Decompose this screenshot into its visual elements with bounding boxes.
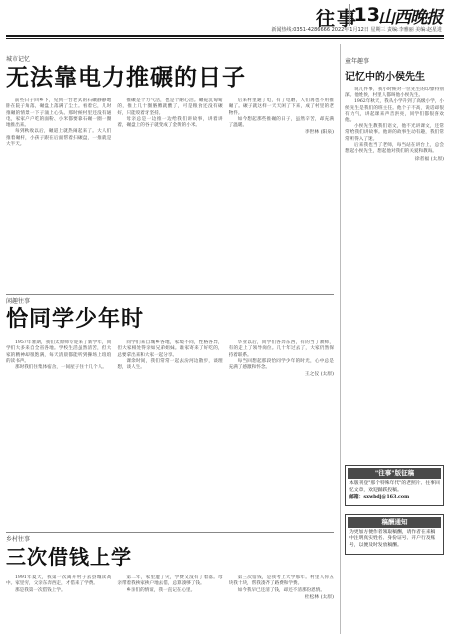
sidebar-column	[340, 44, 444, 634]
byline: 王之仪 (太原)	[304, 372, 334, 378]
paragraph: 如今想起那些推碾的日子，虽然辛苦，却充满了温暖。	[228, 116, 334, 129]
paragraph: 第三次借钱，是我考上大学那年。村里人你五块我十块，帮我凑齐了路费和学费。	[228, 575, 334, 587]
byline: 李世林 (阳泉)	[304, 130, 334, 136]
notice-title: "往事"版征稿	[348, 468, 441, 479]
notice-title: 稿酬通知	[348, 517, 441, 528]
byline: 杜松林 (太原)	[304, 594, 334, 600]
paragraph: 课余时间，我们常常一起去汾河边散步，谈理想，谈人生。	[117, 358, 223, 371]
article-borrowing-money	[6, 536, 334, 634]
byline: 徐者福 (太原)	[414, 157, 444, 163]
paragraph: 每到秋收以后，碾道上就热闹起来了。大人们推着碾杆，小孩子跟在后面帮着扫碾盘，一推就是大半天。	[6, 129, 112, 148]
main-column	[6, 44, 334, 634]
body-column	[229, 98, 334, 289]
paragraph: 同学们来自城乡各地，家境不同，性格各异，但大家相处得亲如兄弟姐妹。谁家寄来了好吃的，总要拿出来和大家一起分享。	[117, 340, 223, 358]
paragraph: 1957年暑期，我们太原师专迎来了新学年，同学们大多来自全省各地。学校生活虽然清苦，但大家的精神却很饱满，每天清晨都能听到操场上琅琅的读书声。	[6, 340, 112, 364]
article-body	[6, 98, 334, 289]
body-column	[117, 98, 222, 289]
article-headline: 三次借钱上学	[6, 545, 132, 569]
article-headline: 恰同学少年时	[6, 307, 145, 332]
body-column	[6, 98, 111, 289]
body-column	[6, 340, 111, 528]
notice-line: 本版刊登"那个特殊年代"的老照片、往事回忆文章，欢迎踊跃投稿。	[349, 481, 440, 493]
paragraph: 后来我也当了老师，每当站在讲台上，总会想起小侯先生，想起他对我们的关爱和教诲。	[345, 142, 444, 155]
paragraph: 1991年夏天，我第一次离开村子去县城读高中。家里穷，父亲东奔西走，才借来了学费。	[6, 575, 112, 587]
page-header	[0, 0, 450, 40]
submission-email[interactable]: 邮箱：sxwbdj@163.com	[349, 494, 410, 501]
sidebar-article-body	[345, 87, 444, 457]
paragraph: 乡亲们的情谊，我一直记在心里。	[126, 587, 196, 593]
body-column	[6, 575, 111, 633]
paragraph: 第二年，家里遭了灾，学费又没有了着落。母亲带着我挨家挨户地去借，总算凑够了钱。	[117, 575, 223, 587]
body-column	[117, 340, 222, 528]
section-name: 往事	[315, 8, 358, 30]
article-body	[6, 575, 334, 633]
header-rule-thin	[6, 38, 444, 39]
newspaper-logo: 山西晚报	[378, 8, 442, 28]
notice-line: 为更加方便作者领取稿酬，请作者在来稿中注明真实姓名、身份证号、开户行及账号，以便及时发放稿酬。	[349, 529, 436, 548]
article-kicker: 城市记忆	[6, 56, 31, 63]
notice-text	[348, 528, 441, 552]
paragraph: 毕业以后，同学们各奔东西，有的当了教师，有的走上了领导岗位。几十年过去了，大家仍然保持着联系。	[228, 340, 334, 358]
paragraph: 推碾是个力气活，也是个耐心活。碾砣沉甸甸的，推上几十圈胳膊就酸了，可是粮食还没有碾好，只能咬着牙坚持。	[117, 98, 223, 116]
paragraph: 那时我们住集体宿舍，一间屋子住十几个人。	[15, 365, 107, 371]
header-rule	[6, 35, 444, 37]
page-number: 13	[349, 4, 380, 26]
body-column	[117, 575, 222, 633]
paragraph: 后来村里通了电，有了电磨，人们再也不用推碾了。碾子就这样一天天闲了下来，成了村里的老物件。	[228, 98, 334, 116]
article-kicker: 闲趣往事	[6, 298, 31, 305]
paragraph: 1962年秋天，我从小学升到了高级小学，小侯先生是我们的班主任。他个子不高，说话却很有力气，讲起课来声音洪亮，同学们都很喜欢他。	[345, 99, 444, 124]
body-column	[229, 575, 334, 633]
article-body	[6, 340, 334, 528]
paragraph: 母亲总是一边推一边给我们讲故事，讲着讲着，碾盘上的谷子就变成了金黄的小米。	[117, 116, 223, 129]
notice-text	[348, 479, 441, 503]
body-column	[229, 340, 334, 528]
paragraph: 那是我第一次借钱上学。	[15, 587, 66, 593]
paragraph: 如今我早已还清了钱，却还不清那份恩情。	[237, 587, 325, 593]
call-for-submissions-box	[345, 465, 444, 506]
article-kicker: 乡村往事	[6, 536, 31, 543]
paragraph: 说几件事，我小时候对一位先生的印象特别深。他姓侯，村里人都叫他小侯先生。	[345, 87, 444, 99]
article-divider	[6, 532, 334, 533]
sidebar-headline: 记忆中的小侯先生	[345, 72, 425, 83]
article-divider	[6, 294, 334, 295]
article-classmates	[6, 298, 334, 530]
header-meta: 新闻热线:0351-4286666 2022年1月12日 星期三 责编:李雅丽 美编:赵星进	[271, 27, 442, 33]
paragraph: 前些日子回乡下，见到一台老式的石碾静静地卧在院子角落，碾盘上落满了尘土。看着它，儿时推碾的情景一下子涌上心头。那时候村里还没有通电，家家户户吃的面粉、小米都要靠石碾一圈一圈地推出来。	[6, 98, 112, 129]
payment-notice-box	[345, 514, 444, 555]
paragraph: 小侯先生教我们语文，他不光讲课文，还常常给我们讲故事。他讲的故事生动有趣，我们常常听得入了迷。	[345, 124, 444, 142]
sidebar-kicker: 童年趣事	[345, 58, 370, 65]
paragraph: 每当回想起那段恰同学少年的时光，心中总是充满了感激和怀念。	[228, 358, 334, 371]
article-headline: 无法靠电力推碾的日子	[6, 65, 246, 91]
article-no-electricity	[6, 56, 334, 292]
